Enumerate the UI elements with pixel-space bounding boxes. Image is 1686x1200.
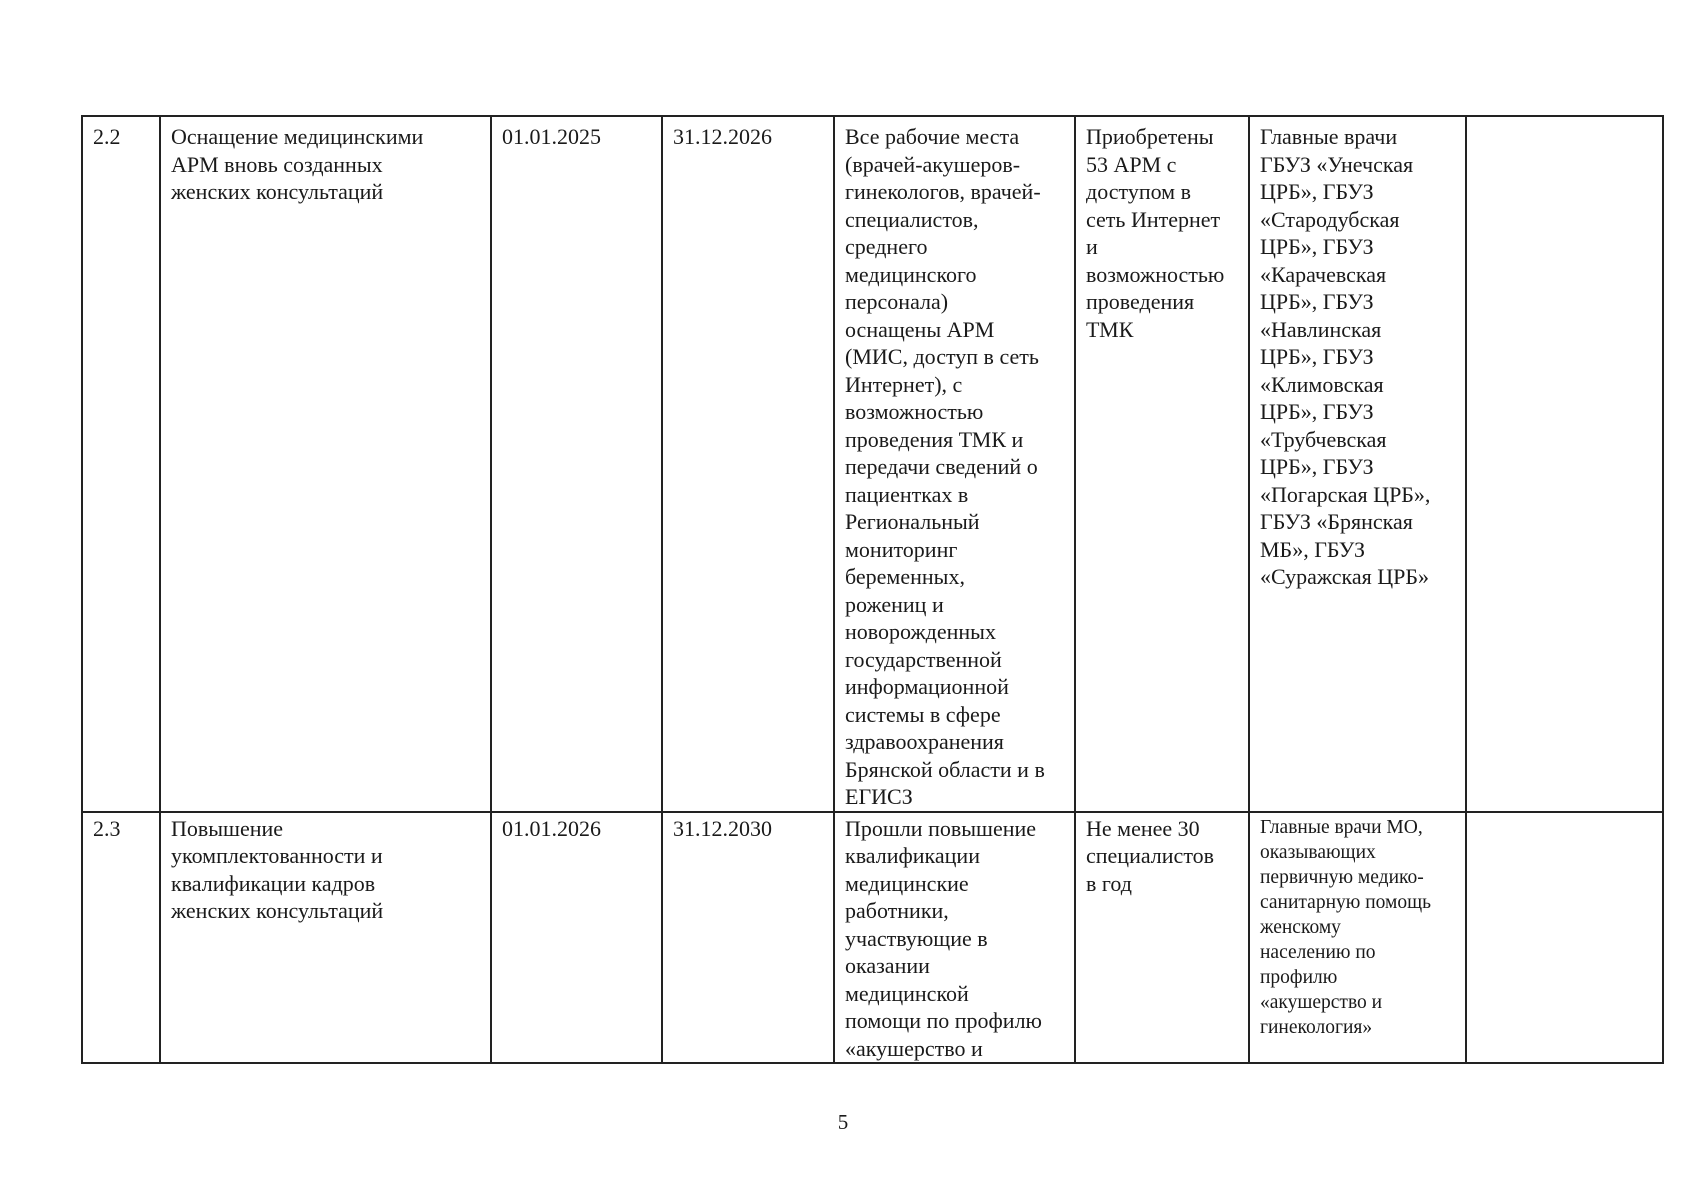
start-date-cell: 01.01.2026 [491,812,662,1064]
activity-name-cell: Оснащение медицинскими АРМ вновь созданных женских консультаций [160,116,491,812]
row-number-cell: 2.2 [82,116,160,812]
result-cell: Прошли повышение квалификации медицинские работники, участвующие в оказании медицинской помощи по профилю «акушерство и [834,812,1075,1064]
table-row [82,812,1663,1064]
start-date-cell: 01.01.2025 [491,116,662,812]
activity-name-cell: Повышение укомплектованности и квалификации кадров женских консультаций [160,812,491,1064]
row-number-cell: 2.3 [82,812,160,1064]
end-date-cell: 31.12.2030 [662,812,834,1064]
indicator-cell: Не менее 30 специалистов в год [1075,812,1249,1064]
result-cell: Все рабочие места (врачей-акушеров- гинекологов, врачей- специалистов, среднего медицинского персонала) оснащены АРМ (МИС, доступ в сеть Интернет), с возможностью проведения ТМК и передачи сведений о пациентках в Региональный мониторинг беременных, рожениц и новорожденных государственной информационной системы в сфере здравоохранения Брянской области и в ЕГИСЗ [834,116,1075,812]
page-number: 5 [837,1110,849,1134]
responsible-cell: Главные врачи МО, оказывающих первичную медико- санитарную помощь женскому населению по профилю «акушерство и гинекология» [1249,812,1466,1064]
indicator-cell: Приобретены 53 АРМ с доступом в сеть Интернет и возможностью проведения ТМК [1075,116,1249,812]
responsible-cell: Главные врачи ГБУЗ «Унечская ЦРБ», ГБУЗ «Стародубская ЦРБ», ГБУЗ «Карачевская ЦРБ», ГБУЗ «Навлинская ЦРБ», ГБУЗ «Климовская ЦРБ», ГБУЗ «Трубчевская ЦРБ», ГБУЗ «Погарская ЦРБ», ГБУЗ «Брянская МБ», ГБУЗ «Суражская ЦРБ» [1249,116,1466,812]
extra-cell [1466,812,1663,1064]
extra-cell [1466,116,1663,812]
activity-table [81,115,1664,1064]
end-date-cell: 31.12.2026 [662,116,834,812]
table-row [82,116,1663,812]
